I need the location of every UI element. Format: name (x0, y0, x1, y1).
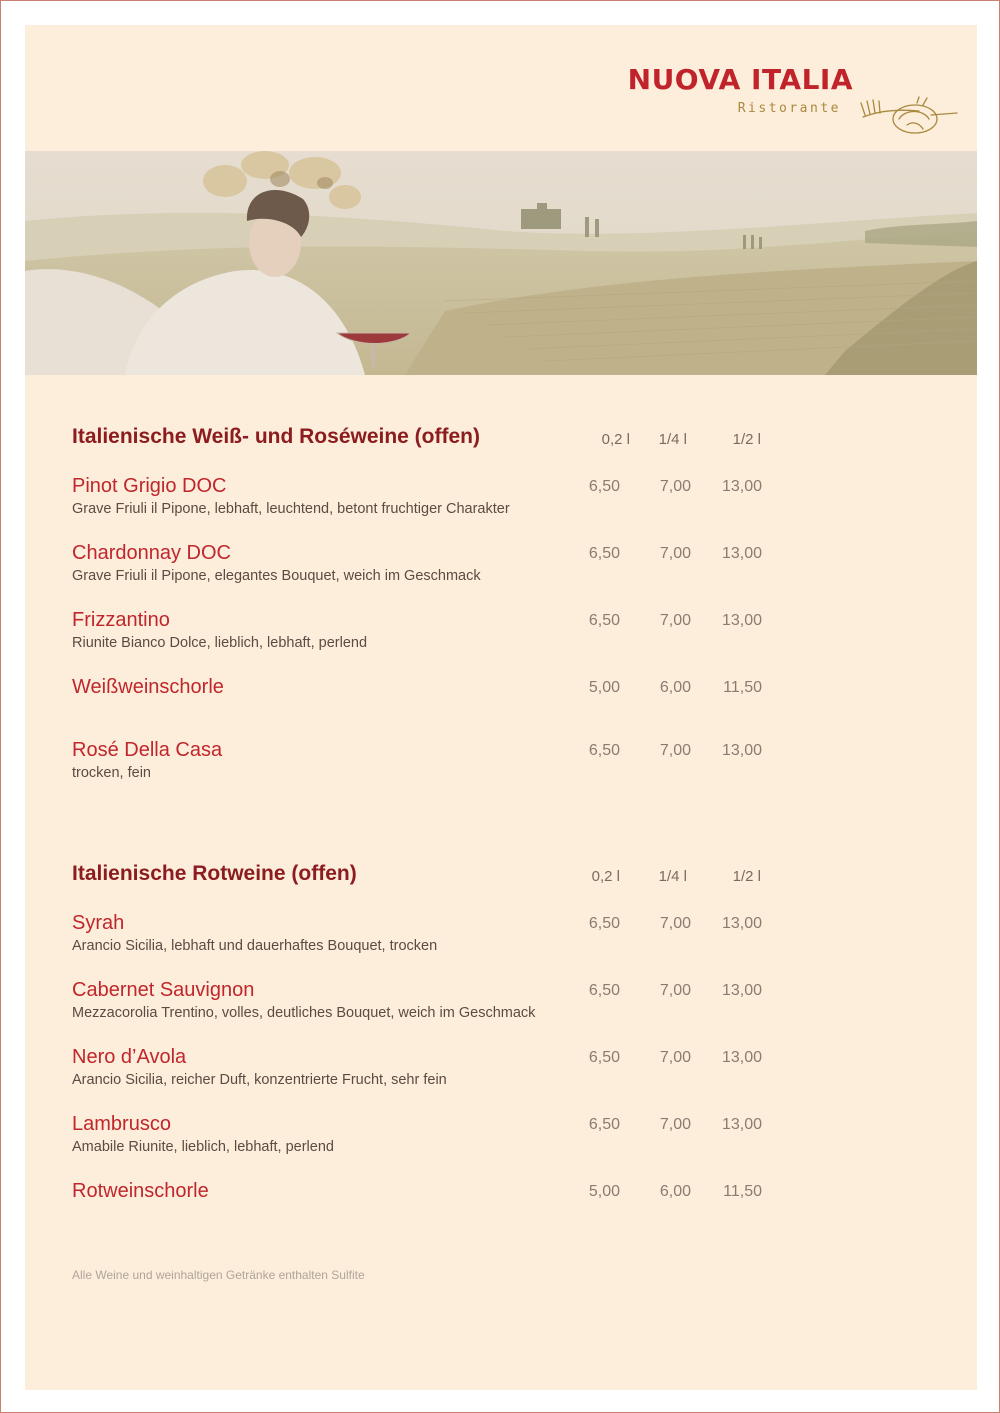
price-14l: 7,00 (659, 478, 691, 495)
wine-item (72, 979, 792, 1029)
price-14l: 7,00 (659, 1049, 691, 1066)
price-14l: 6,00 (659, 679, 691, 696)
column-header-14l: 1/4 l (658, 868, 687, 885)
price-12l: 13,00 (721, 1049, 762, 1066)
wine-name: Frizzantino (72, 609, 170, 631)
wine-item (72, 475, 792, 525)
wine-item (72, 542, 792, 592)
column-header-14l: 1/4 l (658, 431, 687, 448)
wine-description: trocken, fein (72, 765, 151, 781)
price-02l: 6,50 (588, 612, 620, 629)
sulfite-footnote: Alle Weine und weinhaltigen Getränke enthalten Sulfite (72, 1268, 365, 1282)
section-title: Italienische Weiß- und Roséweine (offen) (72, 425, 480, 448)
logo-name: NUOVA ITALIA (627, 63, 853, 96)
price-02l: 6,50 (588, 982, 620, 999)
wine-description: Mezzacorolia Trentino, volles, deutliches Bouquet, weich im Geschmack (72, 1005, 536, 1021)
price-12l: 13,00 (721, 982, 762, 999)
wine-name: Chardonnay DOC (72, 542, 231, 564)
wine-description: Riunite Bianco Dolce, lieblich, lebhaft, perlend (72, 635, 368, 651)
price-12l: 11,50 (723, 679, 762, 696)
price-02l: 5,00 (588, 679, 620, 696)
wine-item (72, 676, 792, 726)
wine-name: Rotweinschorle (72, 1180, 209, 1202)
wine-item (72, 739, 792, 789)
price-12l: 13,00 (721, 915, 762, 932)
price-14l: 7,00 (659, 742, 691, 759)
wine-description: Amabile Riunite, lieblich, lebhaft, perlend (72, 1139, 334, 1155)
wine-description: Grave Friuli il Pipone, elegantes Bouquet, weich im Geschmack (72, 568, 481, 584)
price-02l: 6,50 (588, 1049, 620, 1066)
price-14l: 7,00 (659, 915, 691, 932)
price-14l: 7,00 (659, 1116, 691, 1133)
column-header-02l: 0,2 l (601, 431, 630, 448)
price-12l: 11,50 (723, 1183, 762, 1200)
wine-description: Arancio Sicilia, lebhaft und dauerhaftes Bouquet, trocken (72, 938, 438, 954)
column-header-12l: 1/2 l (732, 868, 761, 885)
price-02l: 6,50 (588, 545, 620, 562)
price-14l: 7,00 (659, 612, 691, 629)
wine-item (72, 609, 792, 659)
price-02l: 6,50 (588, 1116, 620, 1133)
price-12l: 13,00 (721, 478, 762, 495)
wine-item (72, 1180, 792, 1230)
wine-description: Grave Friuli il Pipone, lebhaft, leuchtend, betont fruchtiger Charakter (72, 501, 510, 517)
price-14l: 7,00 (659, 545, 691, 562)
wheat-plate-icon (859, 95, 959, 139)
wine-name: Pinot Grigio DOC (72, 475, 227, 497)
tuscany-banner-image (25, 151, 977, 375)
wine-name: Syrah (72, 912, 125, 934)
price-02l: 6,50 (588, 742, 620, 759)
price-12l: 13,00 (721, 545, 762, 562)
price-12l: 13,00 (721, 742, 762, 759)
price-14l: 7,00 (659, 982, 691, 999)
price-12l: 13,00 (721, 612, 762, 629)
wine-name: Weißweinschorle (72, 676, 224, 698)
restaurant-logo (627, 61, 949, 141)
price-14l: 6,00 (659, 1183, 691, 1200)
price-02l: 6,50 (588, 915, 620, 932)
column-header-12l: 1/2 l (732, 431, 761, 448)
price-02l: 5,00 (588, 1183, 620, 1200)
wine-name: Rosé Della Casa (72, 739, 223, 761)
wine-name: Lambrusco (72, 1113, 171, 1135)
wine-name: Cabernet Sauvignon (72, 979, 255, 1001)
price-12l: 13,00 (721, 1116, 762, 1133)
wine-item (72, 912, 792, 962)
wine-item (72, 1113, 792, 1163)
column-header-02l: 0,2 l (591, 868, 620, 885)
section-title: Italienische Rotweine (offen) (72, 862, 357, 885)
wine-description: Arancio Sicilia, reicher Duft, konzentrierte Frucht, sehr fein (72, 1072, 447, 1088)
price-02l: 6,50 (588, 478, 620, 495)
wine-name: Nero d’Avola (72, 1046, 187, 1068)
logo-subtitle: Ristorante (737, 101, 841, 116)
wine-item (72, 1046, 792, 1096)
